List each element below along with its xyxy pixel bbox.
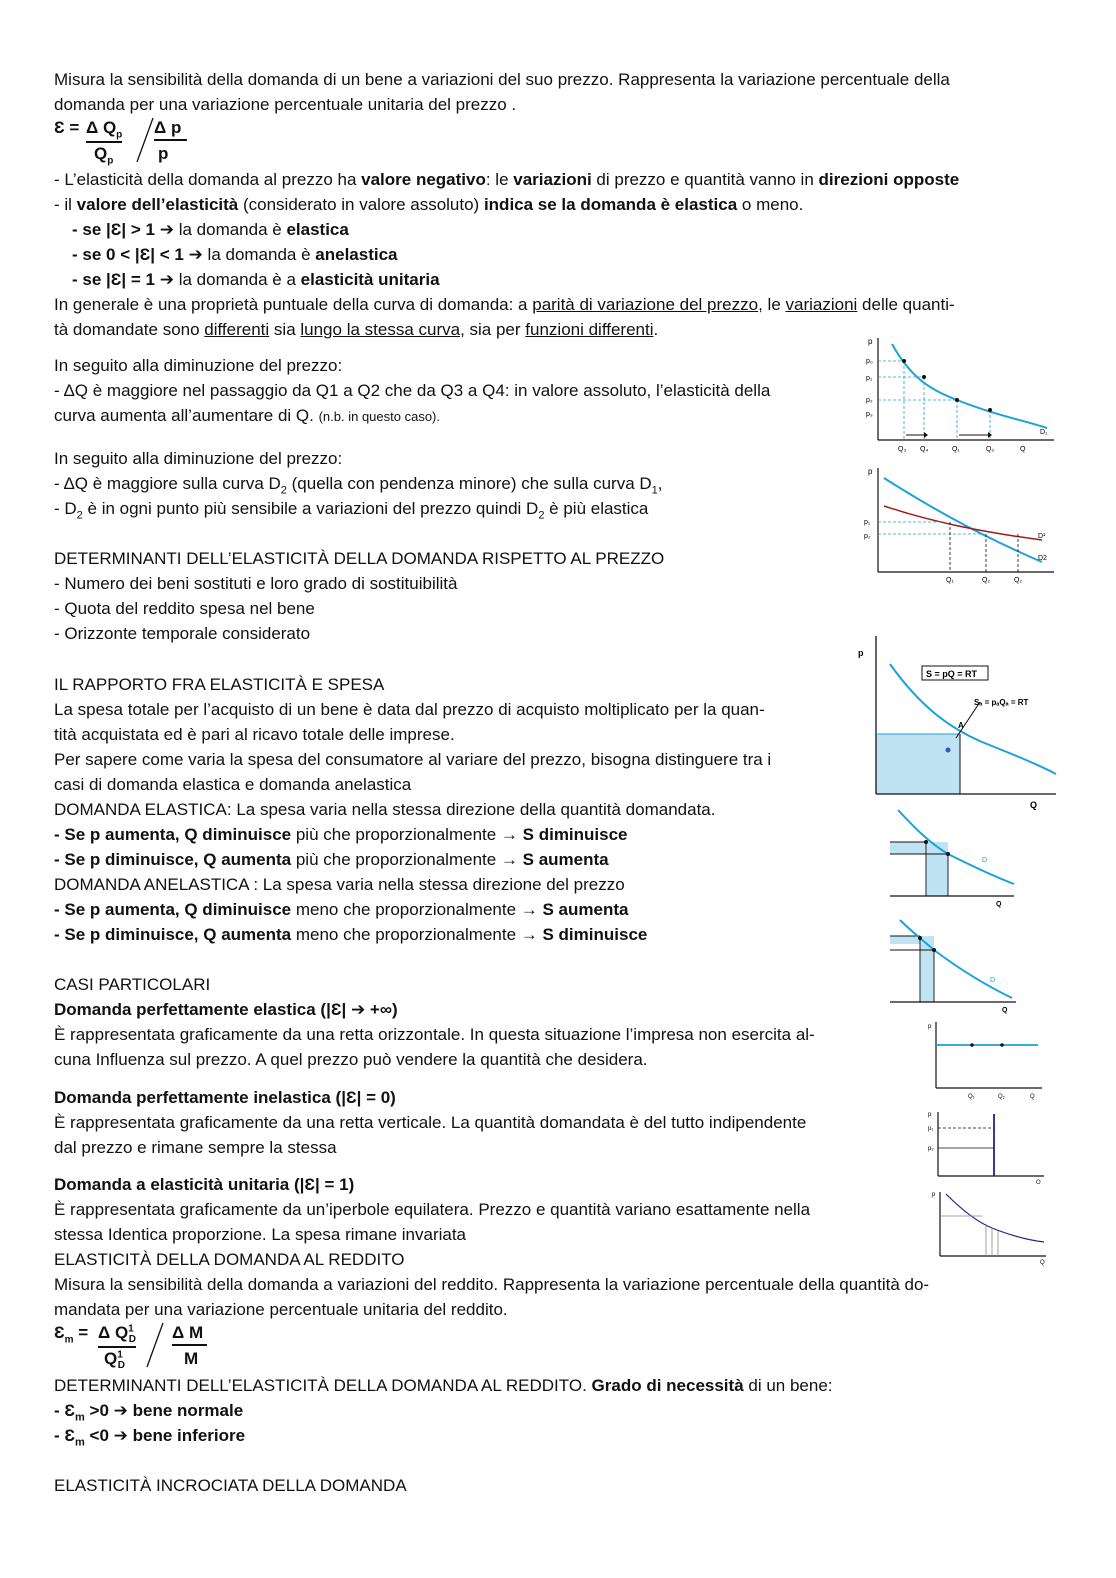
arrow-icon: →: [500, 825, 518, 844]
seg2-line-2: - ΔQ è maggiore sulla curva $D_2$ (quella con pendenza minore) che sulla curva $D_1$,: [54, 474, 663, 497]
inelastic-case-2: - Se p diminuisce, Q aumenta meno che proporzionalmente → S diminuisce: [54, 925, 648, 944]
q-axis-label: Q: [1020, 446, 1026, 453]
seg2-line-1: In seguito alla diminuzione del prezzo:: [54, 449, 343, 468]
property-line-2: - il valore dell’elasticità (considerato in valore assoluto) indica se la domanda è elastica o meno.: [54, 195, 804, 214]
formula-denominator-1: $Q_p$: [94, 144, 114, 167]
general-line-2: tà domandate sono differenti sia lungo la stessa curva, sia per funzioni differenti.: [54, 320, 659, 339]
price-label: p₁: [866, 375, 873, 382]
perfectly-elastic-title: Domanda perfettamente elastica (|Ɛ| ➔ +∞): [54, 1000, 398, 1019]
arrow-icon: ➔: [188, 245, 203, 264]
spesa-line-1: La spesa totale per l’acquisto di un bene è data dal prezzo di acquisto moltiplicato per la quan-: [54, 700, 765, 719]
price-elasticity-formula: [54, 118, 214, 168]
property-line-1: - L’elasticità della domanda al prezzo ha valore negativo: le variazioni di prezzo e quantità vanno in direzioni opposte: [54, 170, 960, 189]
case-inelastic: - se 0 < |Ɛ| < 1 ➔ la domanda è anelastica: [72, 245, 398, 264]
formula-slash: [134, 116, 156, 166]
p-axis-label: p: [932, 1192, 936, 1198]
perfectly-elastic-line-2: cuna Influenza sul prezzo. A quel prezzo può vendere la quantità che desidera.: [54, 1050, 648, 1069]
seg1-line-1: In seguito alla diminuzione del prezzo:: [54, 356, 343, 375]
p-axis-label: p: [928, 1112, 932, 1118]
unitary-line-2: stessa Identica proporzione. La spesa rimane invariata: [54, 1225, 467, 1244]
determinant-item: - Quota del reddito spesa nel bene: [54, 599, 315, 618]
figure-two-demand-curves: [862, 462, 1062, 587]
q-label: Q₂: [998, 1094, 1005, 1100]
formula-lhs: $Ɛ_m$ =: [54, 1323, 89, 1346]
determinants-title: DETERMINANTI DELL’ELASTICITÀ DELLA DOMANDA RISPETTO AL PREZZO: [54, 549, 665, 568]
q-label: Q₂: [986, 446, 995, 453]
determinant-item: - Numero dei beni sostituti e loro grado di sostituibilità: [54, 574, 458, 593]
arrow-icon: ➔: [113, 1426, 128, 1445]
arrow-icon: →: [500, 850, 518, 869]
perfectly-elastic-line-1: È rappresentata graficamente da una retta orizzontale. In questa situazione l’impresa non esercita al-: [54, 1025, 815, 1044]
reddito-title: ELASTICITÀ DELLA DOMANDA AL REDDITO: [54, 1250, 405, 1269]
normal-good: - $Ɛ_m >0$ ➔ bene normale: [54, 1401, 244, 1424]
elastic-title: DOMANDA ELASTICA: La spesa varia nella stessa direzione della quantità domandata.: [54, 800, 716, 819]
curve-label: D2: [1038, 555, 1047, 562]
demand-curve: [892, 344, 1047, 428]
arrow-icon: →: [520, 900, 538, 919]
expenditure-area: [876, 734, 960, 794]
point-a-label: A: [958, 721, 964, 730]
price-label: p₂: [928, 1146, 934, 1152]
q-axis-label: Q: [1030, 800, 1038, 810]
intro-line-2: domanda per una variazione percentuale unitaria del prezzo .: [54, 95, 517, 114]
determinant-item: - Orizzonte temporale considerato: [54, 624, 311, 643]
figure-elasticity-along-curve: [862, 330, 1062, 455]
q-axis-label: Q: [996, 901, 1002, 908]
price-label: p₀: [866, 358, 873, 365]
q-label: Q: [1030, 1094, 1035, 1100]
casi-title: CASI PARTICOLARI: [54, 975, 211, 994]
figure-perfectly-elastic: [926, 1018, 1046, 1100]
unitary-line-1: È rappresentata graficamente da un’iperbole equilatera. Prezzo e quantità variano esattamente nella: [54, 1200, 811, 1219]
spesa-line-2: tità acquistata ed è pari al ricavo totale delle imprese.: [54, 725, 455, 744]
case-unitary: - se |Ɛ| = 1 ➔ la domanda è a elasticità unitaria: [72, 270, 440, 289]
price-label: p₁: [928, 1126, 934, 1132]
price-label: p₁: [864, 519, 871, 526]
price-label: p₃: [866, 411, 873, 418]
curve-label: D¹: [1038, 533, 1046, 540]
elastic-case-2: - Se p diminuisce, Q aumenta più che proporzionalmente → S aumenta: [54, 850, 609, 869]
seg1-line-3: curva aumenta all’aumentare di Q. (n.b. in questo caso).: [54, 406, 440, 425]
inferior-good: - $Ɛ_m <0$ ➔ bene inferiore: [54, 1426, 246, 1449]
seg1-line-2: - ΔQ è maggiore nel passaggio da Q1 a Q2 che da Q3 a Q4: in valore assoluto, l’elasticità della: [54, 381, 771, 400]
income-elasticity-formula: [54, 1323, 224, 1373]
figure-perfectly-inelastic: [926, 1108, 1048, 1184]
reddito-determinants: DETERMINANTI DELL’ELASTICITÀ DELLA DOMANDA AL REDDITO. Grado di necessità di un bene:: [54, 1376, 833, 1395]
reddito-line-2: mandata per una variazione percentuale unitaria del reddito.: [54, 1300, 508, 1319]
case-elastic: - se |Ɛ| > 1 ➔ la domanda è elastica: [72, 220, 349, 239]
q-axis-label: Q: [1002, 1007, 1008, 1014]
spesa-line-4: casi di domanda elastica e domanda anelastica: [54, 775, 412, 794]
inelastic-title: DOMANDA ANELASTICA : La spesa varia nella stessa direzione del prezzo: [54, 875, 625, 894]
formula-denominator-2: M: [184, 1349, 199, 1368]
q-label: Q₁: [946, 577, 954, 584]
arrow-icon: ➔: [113, 1401, 128, 1420]
p-axis-label: p: [868, 467, 873, 476]
figure-total-expenditure: [852, 634, 1064, 814]
formula-denominator-2: p: [158, 144, 169, 163]
demand-curve: [946, 1194, 1044, 1242]
perfectly-inelastic-line-1: È rappresentata graficamente da una retta verticale. La quantità domandata è del tutto indipendente: [54, 1113, 807, 1132]
figure-elastic-expenditure: [888, 806, 1018, 910]
reddito-line-1: Misura la sensibilità della domanda a variazioni del reddito. Rappresenta la variazione percentuale della quantità do-: [54, 1275, 930, 1294]
formula-numerator-1: Δ $Q^1_D$: [98, 1323, 136, 1348]
general-line-1: In generale è una proprietà puntuale della curva di domanda: a parità di variazione del prezzo, le variazioni delle quanti-: [54, 295, 955, 314]
q-label: Q₄: [920, 446, 929, 453]
perfectly-inelastic-line-2: dal prezzo e rimane sempre la stessa: [54, 1138, 337, 1157]
arrow-icon: ➔: [159, 270, 174, 289]
p-axis-label: p: [858, 648, 864, 658]
curve-label: D: [990, 977, 996, 984]
p-axis-label: p: [928, 1024, 932, 1030]
q-axis-label: Q: [1036, 1180, 1041, 1184]
figure-unitary-elasticity: [932, 1188, 1052, 1268]
price-label: p₂: [864, 533, 871, 540]
curve-label: D₁: [1040, 429, 1048, 436]
formula-numerator-2: Δ p: [154, 118, 187, 141]
formula-numerator-1: Δ $Q_p$: [86, 118, 122, 143]
elastic-case-1: - Se p aumenta, Q diminuisce più che proporzionalmente → S diminuisce: [54, 825, 628, 844]
formula-lhs: Ɛ =: [54, 118, 80, 137]
q-label: Q₁: [952, 446, 960, 453]
sa-label: Sₐ = pₐQₐ = RT: [974, 698, 1029, 707]
arrow-icon: ➔: [159, 220, 174, 239]
q-axis-label: Q: [1040, 1260, 1045, 1266]
formula-numerator-2: Δ M: [172, 1323, 207, 1346]
q-label: Q₂: [982, 577, 991, 584]
unitary-title: Domanda a elasticità unitaria (|Ɛ| = 1): [54, 1175, 355, 1194]
price-label: p₂: [866, 397, 873, 404]
arrow-icon: →: [520, 925, 538, 944]
spesa-line-3: Per sapere come varia la spesa del consumatore al variare del prezzo, bisogna distinguere tra i: [54, 750, 772, 769]
p-axis-label: p: [868, 337, 873, 346]
perfectly-inelastic-title: Domanda perfettamente inelastica (|Ɛ| = 0): [54, 1088, 396, 1107]
seg2-line-3: - $D_2$ è in ogni punto più sensibile a variazioni del prezzo quindi $D_2$ è più elastica: [54, 499, 649, 522]
curve-label: D: [982, 857, 988, 864]
q-label: Q₁: [968, 1094, 975, 1100]
formula-slash: [144, 1321, 166, 1371]
q-label: Q₃: [898, 446, 907, 453]
spesa-title: IL RAPPORTO FRA ELASTICITÀ E SPESA: [54, 675, 385, 694]
formula-box-label: S = pQ = RT: [926, 669, 978, 679]
figure-inelastic-expenditure: [888, 916, 1020, 1016]
inelastic-case-1: - Se p aumenta, Q diminuisce meno che proporzionalmente → S aumenta: [54, 900, 629, 919]
incrociata-title: ELASTICITÀ INCROCIATA DELLA DOMANDA: [54, 1476, 407, 1495]
q-label: Q₂: [1014, 577, 1023, 584]
formula-denominator-1: $Q^1_D$: [104, 1349, 126, 1372]
demand-curve: [900, 920, 1012, 998]
intro-line-1: Misura la sensibilità della domanda di un bene a variazioni del suo prezzo. Rappresenta la variazione percentuale della: [54, 70, 950, 89]
